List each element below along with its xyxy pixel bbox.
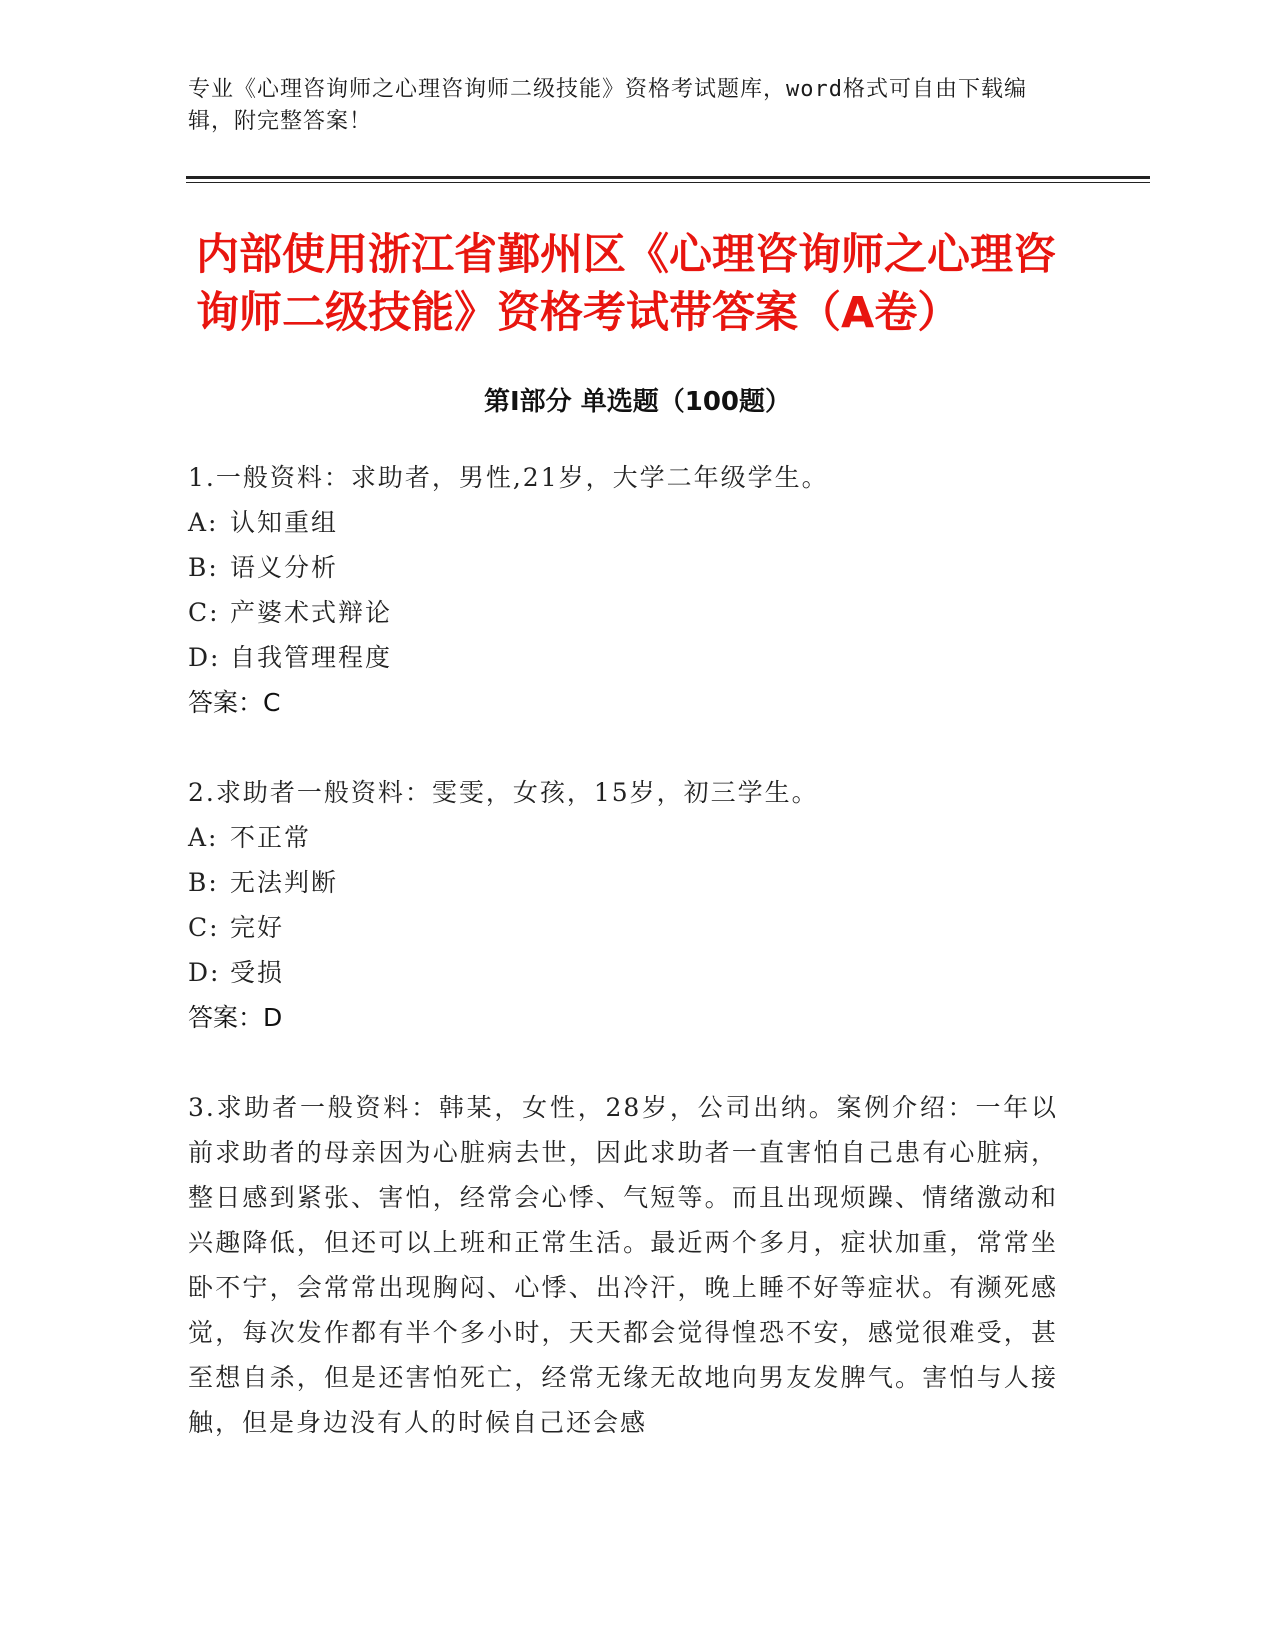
option-c — [188, 590, 1058, 635]
question-stem: 2.求助者一般资料：雯雯，女孩，15岁，初三学生。 — [188, 778, 819, 807]
question-2 — [188, 770, 1058, 1040]
question-3 — [188, 1085, 1058, 1445]
section-heading: 第Ⅰ部分 单选题（100题） — [484, 387, 791, 417]
header-divider-thick — [186, 176, 1150, 179]
option-text: 完好 — [230, 913, 285, 942]
option-text: 受损 — [230, 958, 285, 987]
document-title: 内部使用浙江省鄞州区《心理咨询师之心理咨询师二级技能》资格考试带答案（A卷） — [196, 230, 1056, 338]
question-stem: 3.求助者一般资料：韩某，女性，28岁，公司出纳。案例介绍：一年以前求助者的母亲因为心脏病去世，因此求助者一直害怕自己患有心脏病，整日感到紧张、害怕，经常会心悸、气短等。而且出现烦躁、情绪激动和兴趣降低，但还可以上班和正常生活。最近两个多月，症状加重，常常坐卧不宁，会常常出现胸闷、心悸、出冷汗，晚上睡不好等症状。有濒死感觉，每次发作都有半个多小时，天天都会觉得惶恐不安，感觉很难受，甚至想自杀，但是还害怕死亡，经常无缘无故地向男友发脾气。害怕与人接触，但是身边没有人的时候自己还会感 — [188, 1093, 1058, 1437]
option-letter: D: — [188, 958, 221, 987]
answer-line: 答案：D — [188, 1003, 283, 1032]
option-text: 自我管理程度 — [230, 643, 393, 672]
option-text: 认知重组 — [230, 508, 339, 537]
option-letter: C: — [188, 913, 220, 942]
option-d — [188, 950, 1058, 995]
option-letter: B: — [188, 553, 219, 582]
question-stem: 1.一般资料：求助者，男性,21岁，大学二年级学生。 — [188, 463, 829, 492]
option-text: 不正常 — [230, 823, 312, 852]
answer-line: 答案：C — [188, 688, 281, 717]
option-b — [188, 545, 1058, 590]
option-letter: A: — [188, 508, 219, 537]
option-text: 语义分析 — [230, 553, 339, 582]
option-letter: D: — [188, 643, 221, 672]
option-a — [188, 500, 1058, 545]
header-note: 专业《心理咨询师之心理咨询师二级技能》资格考试题库，word格式可自由下载编辑，附完整答案！ — [188, 77, 1027, 134]
option-a — [188, 815, 1058, 860]
question-1 — [188, 455, 1058, 725]
option-c — [188, 905, 1058, 950]
option-letter: A: — [188, 823, 219, 852]
option-text: 无法判断 — [230, 868, 339, 897]
option-d — [188, 635, 1058, 680]
option-letter: C: — [188, 598, 220, 627]
header-divider-thin — [186, 182, 1150, 183]
option-letter: B: — [188, 868, 219, 897]
option-text: 产婆术式辩论 — [230, 598, 393, 627]
option-b — [188, 860, 1058, 905]
